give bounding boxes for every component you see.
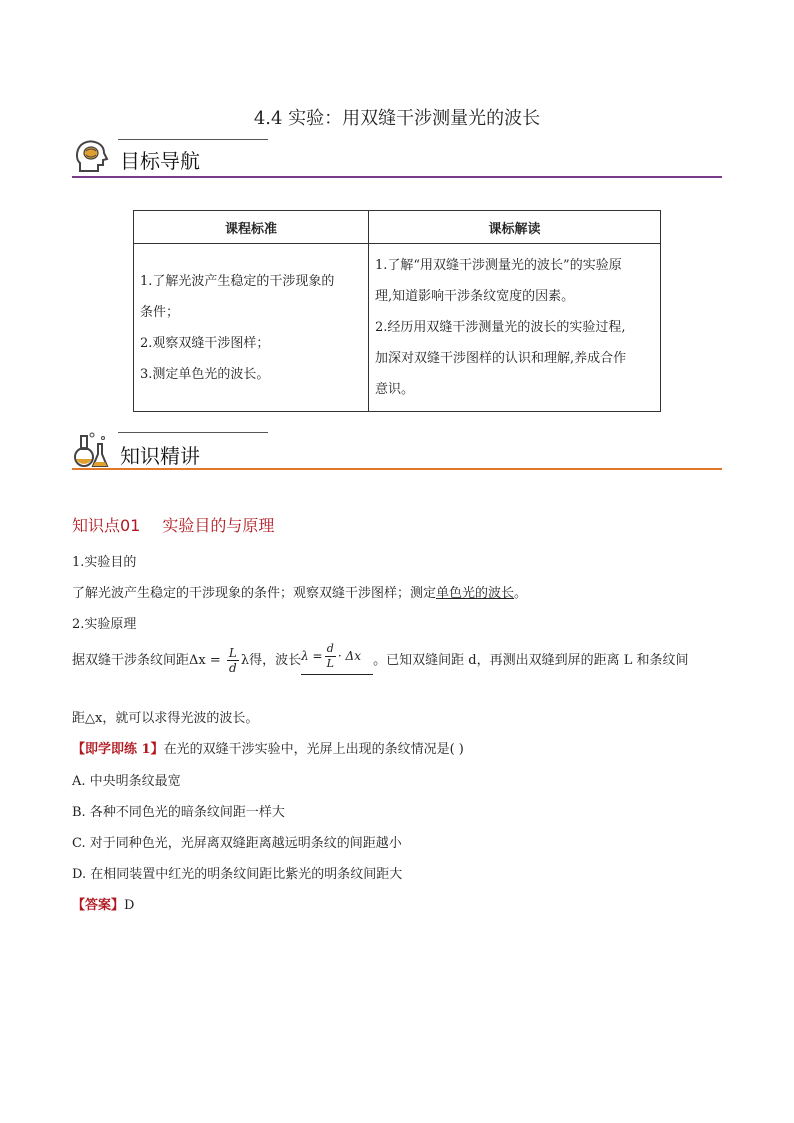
document-title: 4.4 实验：用双缝干涉测量光的波长 <box>253 108 541 129</box>
table-cell-standards <box>134 244 369 412</box>
exercise-option-a: A. 中央明条纹最宽 <box>72 774 181 789</box>
standards-line: 2.观察双缝干涉图样； <box>140 335 270 351</box>
principle-heading: 2.实验原理 <box>72 617 137 632</box>
knowledge-point-number: 知识点01 <box>72 516 141 535</box>
standards-line: 条件； <box>140 304 180 320</box>
answer-blank: λ = $\frac{d}{L}$ · Δx <box>301 658 373 675</box>
standards-line: 3.测定单色光的波长。 <box>140 366 270 382</box>
interpretation-line: 1.了解“用双缝干涉测量光的波长”的实验原 <box>375 258 622 273</box>
section-top-line <box>118 432 268 433</box>
interpretation-line: 加深对双缝干涉图样的认识和理解,养成合作 <box>375 351 627 366</box>
aim-heading: 1.实验目的 <box>72 555 137 570</box>
exercise-question: 【即学即练 1】在光的双缝干涉实验中，光屏上出现的条纹情况是( ) <box>72 742 464 757</box>
table-cell-interpretation <box>369 244 661 412</box>
aim-underlined: 单色光的波长 <box>436 586 515 601</box>
exercise-option-d: D. 在相同装置中红光的明条纹间距比紫光的明条纹间距大 <box>72 867 403 882</box>
knowledge-point-name: 实验目的与原理 <box>162 516 275 535</box>
exercise-tag: 【即学即练 1】 <box>72 742 164 757</box>
section-rule-purple <box>72 176 722 178</box>
exercise-answer <box>72 894 134 913</box>
interpretation-line: 2.经历用双缝干涉测量光的波长的实验过程, <box>375 320 626 335</box>
section-header-goals <box>72 137 722 177</box>
section-title: 目标导航 <box>120 149 200 173</box>
interpretation-line: 理,知道影响干涉条纹宽度的因素。 <box>375 289 575 304</box>
principle-text-cont: 距△x，就可以求得光波的波长。 <box>72 711 259 726</box>
table-header-interpretation: 课标解读 <box>369 211 661 244</box>
exercise-option-c: C. 对于同种色光，光屏离双缝距离越远明条纹的间距越小 <box>72 836 402 851</box>
section-header-knowledge <box>72 430 722 470</box>
flask-icon <box>72 430 112 470</box>
section-rule-orange <box>72 468 722 470</box>
standards-table <box>133 210 661 412</box>
interpretation-line: 意识。 <box>375 382 415 397</box>
knowledge-point-title <box>72 513 296 536</box>
section-top-line <box>118 139 268 140</box>
standards-line: 1.了解光波产生稳定的干涉现象的 <box>140 273 335 289</box>
answer-value: D <box>124 898 135 913</box>
table-header-standards: 课程标准 <box>134 211 369 244</box>
brain-head-icon <box>72 137 112 177</box>
section-title: 知识精讲 <box>120 444 200 468</box>
principle-text: 据双缝干涉条纹间距Δx = $\frac{L}{d}$ λ得，波长 λ = $\frac{d}{L}$ · Δx 。已知双缝间距 d，再测出双缝到屏的距离 L 和条纹间 <box>72 642 689 675</box>
fraction-l-over-d: $\frac{L}{d}$ <box>228 646 237 675</box>
exercise-option-b: B. 各种不同色光的暗条纹间距一样大 <box>72 805 285 820</box>
answer-tag: 【答案】 <box>72 898 125 913</box>
aim-text: 了解光波产生稳定的干涉现象的条件；观察双缝干涉图样；测定单色光的波长。 <box>72 586 528 601</box>
